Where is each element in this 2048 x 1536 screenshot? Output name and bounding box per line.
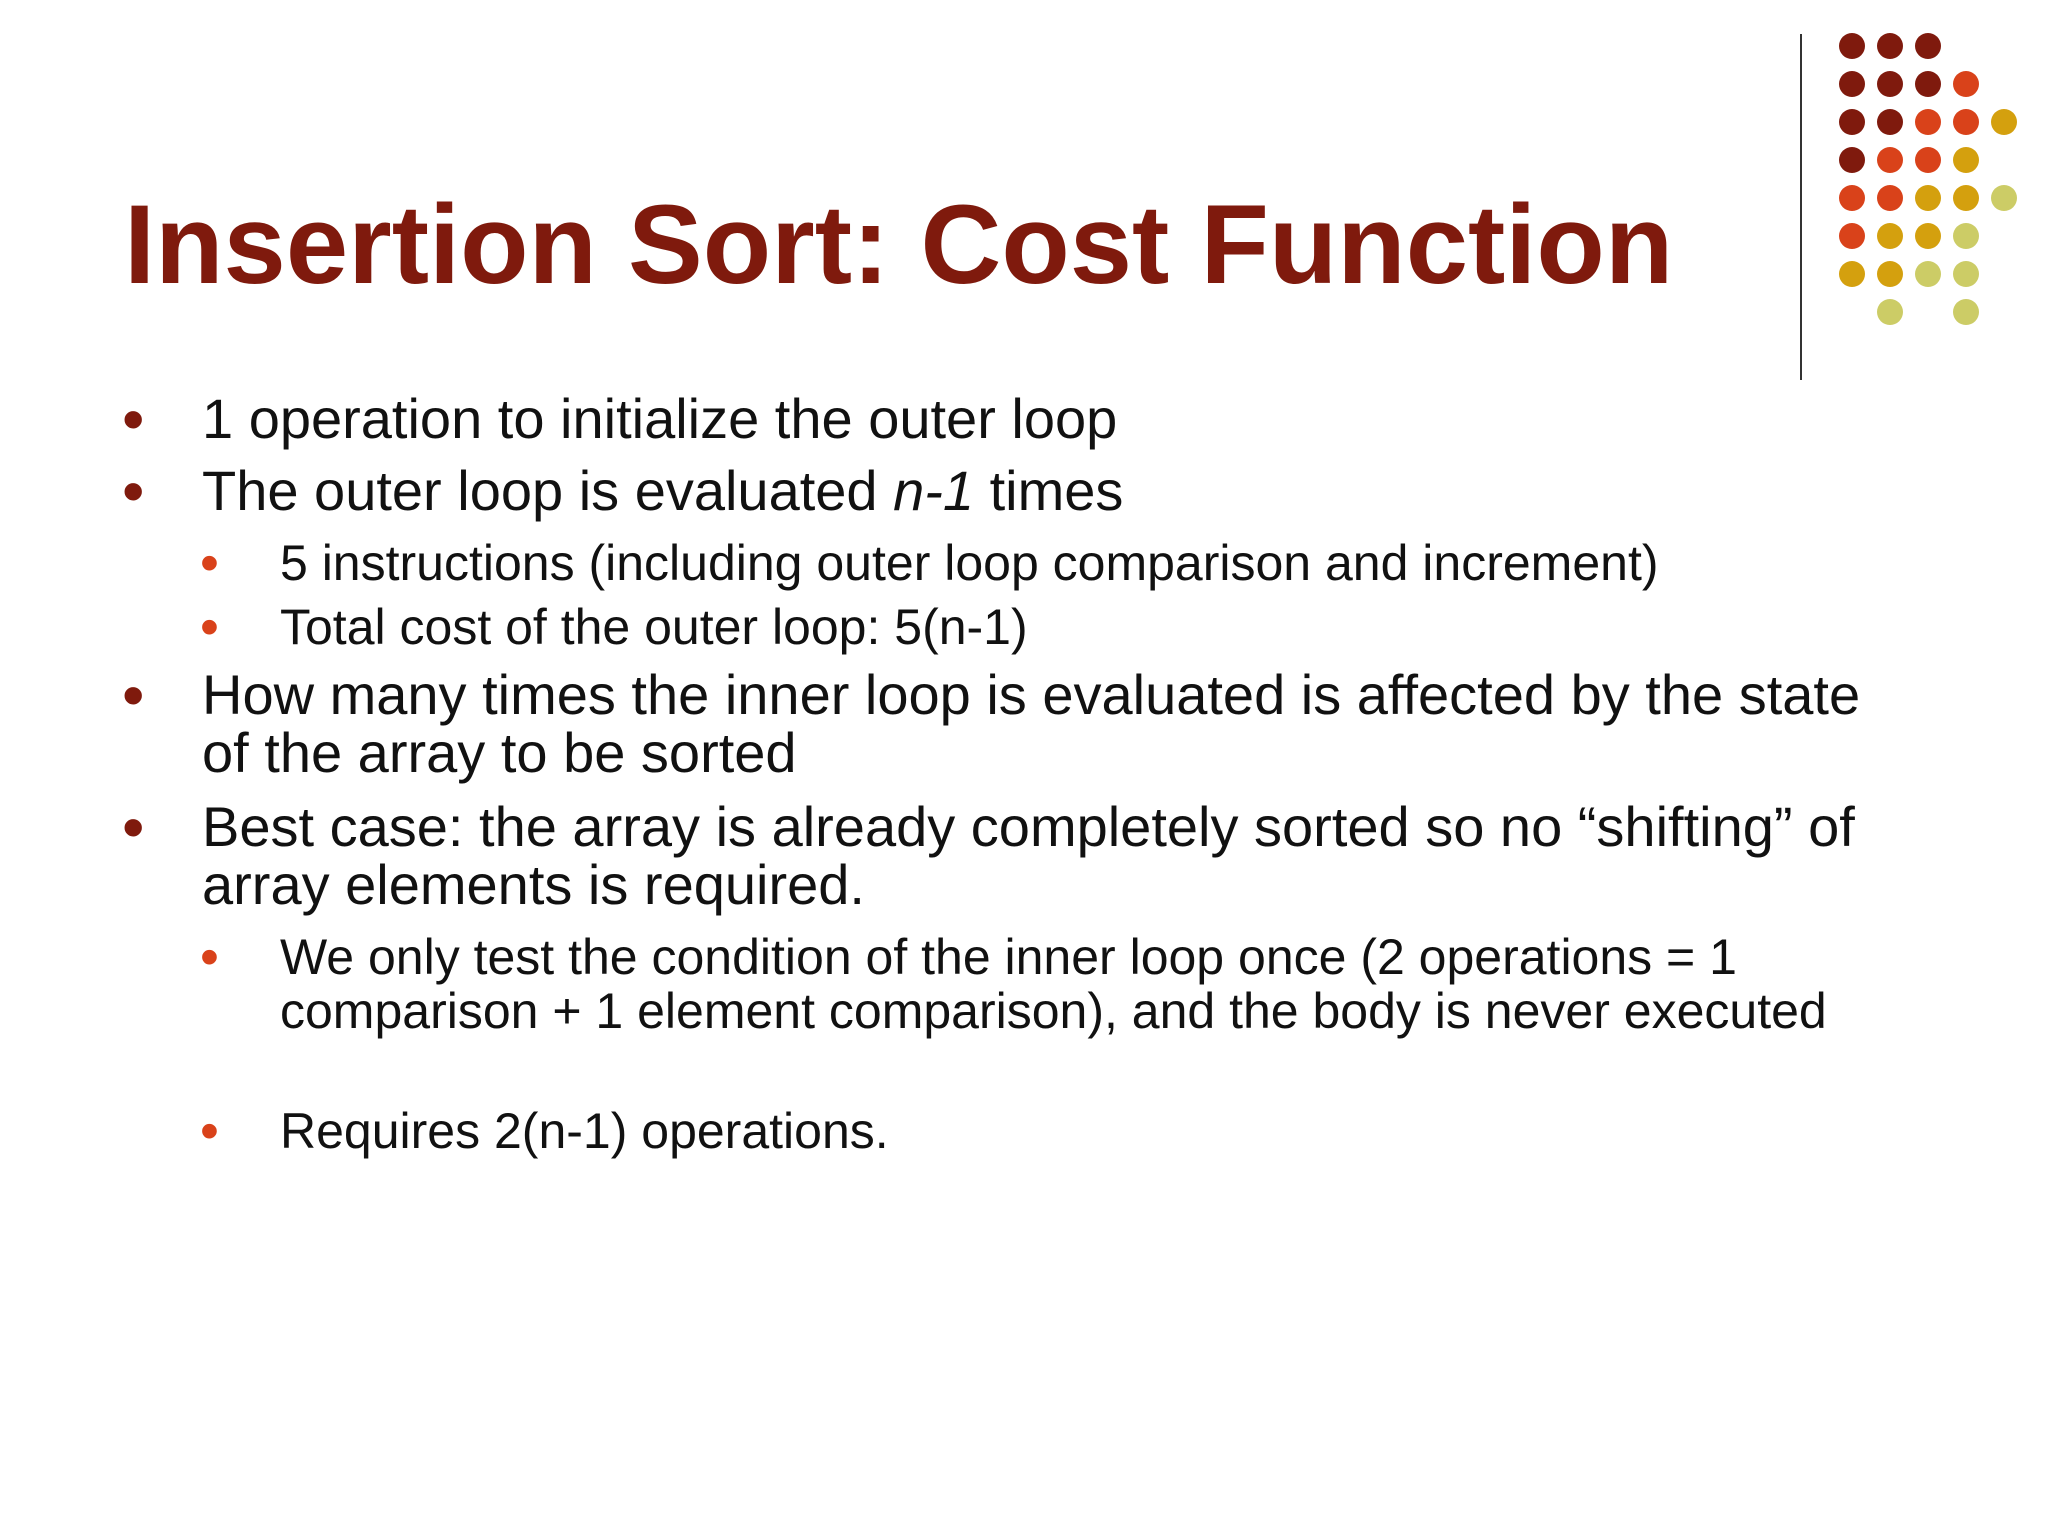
sub-bullet-text: 5 instructions (including outer loop comparison and increment): [280, 535, 1659, 591]
decor-dot: [1839, 71, 1865, 97]
bullet-text: [202, 459, 1922, 522]
dot-grid-decoration: [1838, 30, 2038, 330]
decor-dot: [1953, 185, 1979, 211]
bullet-text-italic-part: n-1: [893, 459, 975, 522]
decor-dot: [1953, 261, 1979, 287]
bullet-text: 1 operation to initialize the outer loop: [202, 387, 1118, 450]
bullet-dot-icon: •: [200, 927, 219, 987]
bullet-dot-icon: •: [122, 659, 145, 731]
sub-bullet-text: Total cost of the outer loop: 5(n-1): [280, 599, 1028, 655]
decor-dot: [1915, 33, 1941, 59]
decor-dot: [1915, 147, 1941, 173]
sub-bullet-text: Requires 2(n-1) operations.: [280, 1103, 889, 1159]
bullet-text: How many times the inner loop is evaluated is affected by the state of the array to be sorted: [202, 663, 1861, 784]
decor-dot: [1915, 71, 1941, 97]
decor-dot: [1877, 147, 1903, 173]
bullet-dot-icon: •: [122, 383, 145, 455]
bullet-dot-icon: •: [122, 791, 145, 863]
decor-dot: [1839, 147, 1865, 173]
slide-title: Insertion Sort: Cost Function: [124, 182, 1674, 307]
decor-dot: [1915, 185, 1941, 211]
decor-dot: [1877, 71, 1903, 97]
bullet-dot-icon: •: [200, 597, 219, 657]
bullet-dot-icon: •: [200, 533, 219, 593]
decor-dot: [1877, 223, 1903, 249]
decor-dot: [1991, 109, 2017, 135]
decor-dot: [1991, 185, 2017, 211]
bullet-text-part: times: [974, 459, 1124, 522]
decor-dot: [1839, 185, 1865, 211]
decor-dot: [1839, 109, 1865, 135]
decor-dot: [1953, 71, 1979, 97]
decor-dot: [1915, 109, 1941, 135]
decor-dot: [1877, 185, 1903, 211]
decor-dot: [1953, 223, 1979, 249]
decor-dot: [1877, 109, 1903, 135]
decor-dot: [1915, 261, 1941, 287]
decor-dot: [1877, 299, 1903, 325]
title-divider-line: [1800, 34, 1802, 380]
decor-dot: [1839, 33, 1865, 59]
decor-dot: [1877, 33, 1903, 59]
bullet-dot-icon: •: [200, 1101, 219, 1161]
decor-dot: [1953, 299, 1979, 325]
decor-dot: [1839, 223, 1865, 249]
bullet-text: Best case: the array is already completely sorted so no “shifting” of array elements is required.: [202, 795, 1855, 916]
decor-dot: [1915, 223, 1941, 249]
sub-bullet-text: We only test the condition of the inner loop once (2 operations = 1 comparison + 1 element comparison), and the body is never executed: [280, 929, 1827, 1039]
bullet-dot-icon: •: [122, 455, 145, 527]
decor-dot: [1877, 261, 1903, 287]
decor-dot: [1839, 261, 1865, 287]
decor-dot: [1953, 109, 1979, 135]
bullet-text-part: The outer loop is evaluated: [202, 459, 894, 522]
decor-dot: [1953, 147, 1979, 173]
